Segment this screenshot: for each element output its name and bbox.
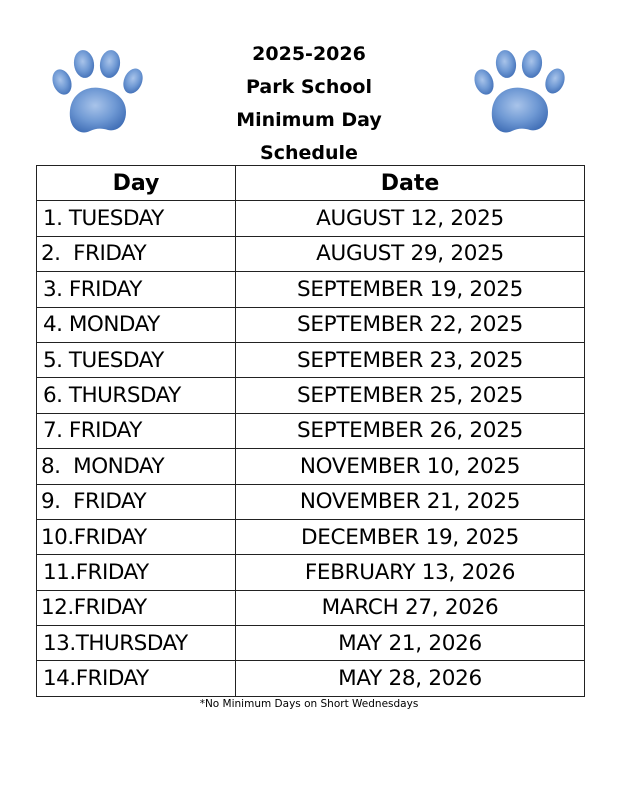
day-cell: 13.THURSDAY	[37, 626, 236, 661]
day-cell: 6. THURSDAY	[37, 378, 236, 413]
day-cell: 9. FRIDAY	[37, 484, 236, 519]
date-cell: MAY 28, 2026	[236, 661, 585, 696]
table-row	[37, 236, 585, 271]
date-cell: SEPTEMBER 23, 2025	[236, 342, 585, 377]
date-cell: SEPTEMBER 19, 2025	[236, 272, 585, 307]
date-cell: NOVEMBER 10, 2025	[236, 449, 585, 484]
day-cell: 7. FRIDAY	[37, 413, 236, 448]
table-row	[37, 555, 585, 590]
day-cell: 4. MONDAY	[37, 307, 236, 342]
day-cell: 8. MONDAY	[37, 449, 236, 484]
page-title	[150, 38, 468, 170]
footnote: *No Minimum Days on Short Wednesdays	[199, 698, 419, 710]
day-cell: 5. TUESDAY	[37, 342, 236, 377]
date-cell: AUGUST 29, 2025	[236, 236, 585, 271]
schedule-table	[36, 165, 585, 697]
date-cell: MAY 21, 2026	[236, 626, 585, 661]
table-row	[37, 272, 585, 307]
table-row	[37, 590, 585, 625]
table-row	[37, 378, 585, 413]
title-line: Park School	[246, 76, 372, 98]
table-row	[37, 342, 585, 377]
table-row	[37, 661, 585, 696]
day-cell: 11.FRIDAY	[37, 555, 236, 590]
table-row	[37, 626, 585, 661]
column-header-date: Date	[236, 166, 585, 201]
day-cell: 12.FRIDAY	[37, 590, 236, 625]
paw-print-icon	[470, 48, 570, 140]
date-cell: AUGUST 12, 2025	[236, 201, 585, 236]
title-line: Minimum Day	[236, 109, 382, 131]
table-row	[37, 449, 585, 484]
day-cell: 3. FRIDAY	[37, 272, 236, 307]
table-row	[37, 413, 585, 448]
date-cell: FEBRUARY 13, 2026	[236, 555, 585, 590]
day-cell: 14.FRIDAY	[37, 661, 236, 696]
date-cell: NOVEMBER 21, 2025	[236, 484, 585, 519]
title-line: Schedule	[260, 142, 358, 164]
title-line: 2025-2026	[252, 43, 366, 65]
table-row	[37, 519, 585, 554]
day-cell: 1. TUESDAY	[37, 201, 236, 236]
table-row	[37, 484, 585, 519]
table-row	[37, 307, 585, 342]
paw-print-icon	[48, 48, 148, 140]
table-row	[37, 201, 585, 236]
date-cell: MARCH 27, 2026	[236, 590, 585, 625]
table-header-row	[37, 166, 585, 201]
date-cell: SEPTEMBER 22, 2025	[236, 307, 585, 342]
date-cell: DECEMBER 19, 2025	[236, 519, 585, 554]
column-header-day: Day	[37, 166, 236, 201]
day-cell: 10.FRIDAY	[37, 519, 236, 554]
date-cell: SEPTEMBER 26, 2025	[236, 413, 585, 448]
date-cell: SEPTEMBER 25, 2025	[236, 378, 585, 413]
day-cell: 2. FRIDAY	[37, 236, 236, 271]
